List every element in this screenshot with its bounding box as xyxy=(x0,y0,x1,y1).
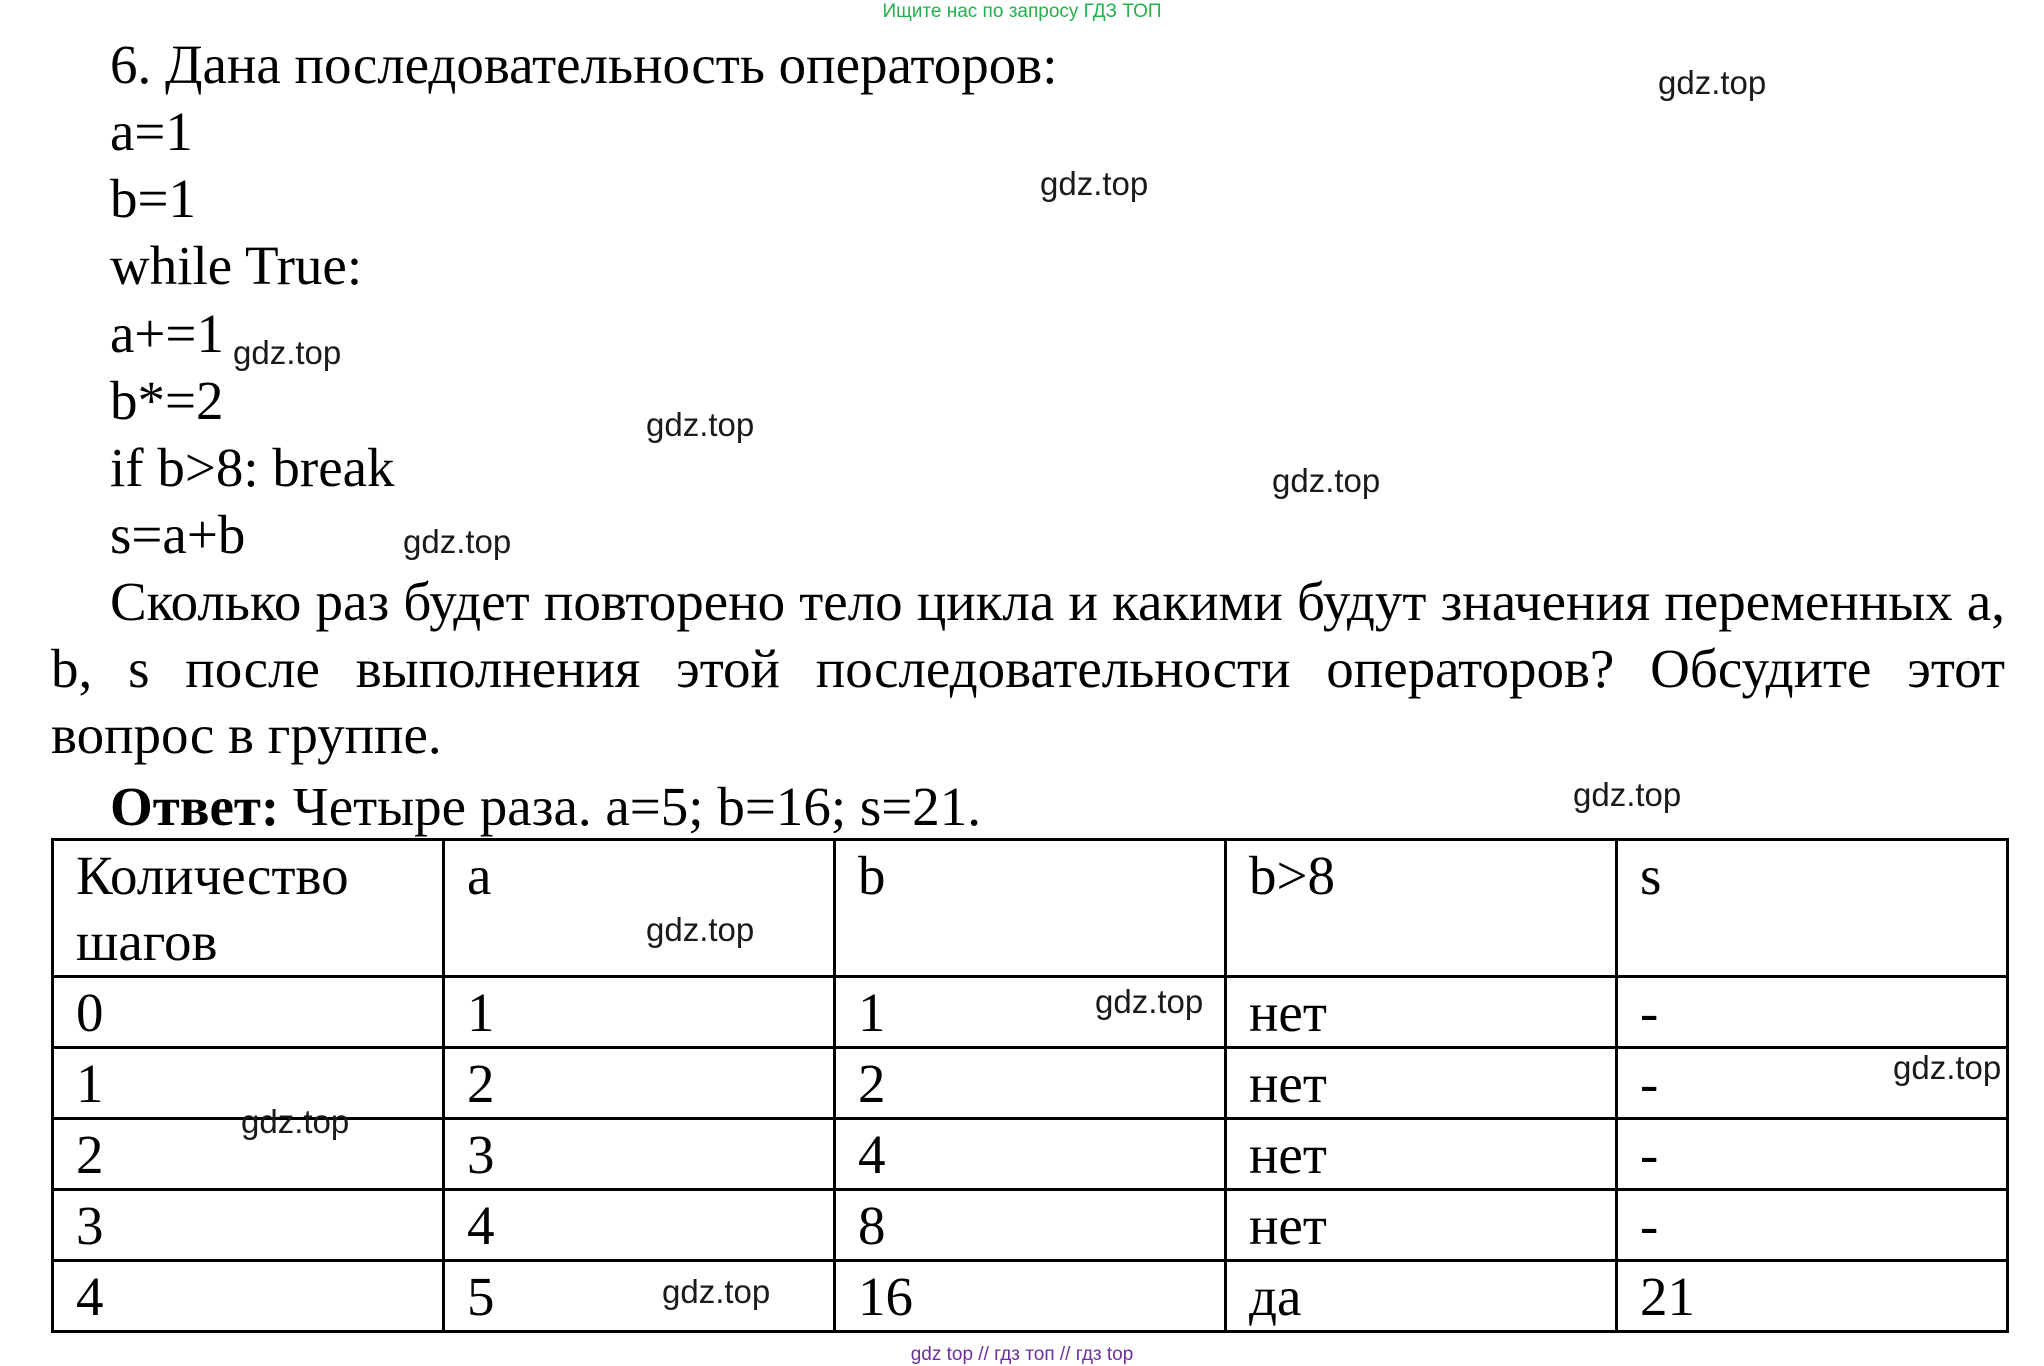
watermark: gdz.top xyxy=(1573,776,1682,813)
bottom-banner[interactable]: gdz top // гдз топ // гдз top xyxy=(910,1344,1134,1365)
cell-s: - xyxy=(1617,977,2008,1048)
watermark: gdz.top xyxy=(1272,462,1381,499)
watermark: gdz.top xyxy=(646,406,755,443)
table-header-row xyxy=(53,840,2008,977)
table-row xyxy=(53,1190,2008,1261)
cell-b: 16 xyxy=(835,1261,1226,1332)
cell-b-gt-8: нет xyxy=(1226,1190,1617,1261)
watermark: gdz.top xyxy=(1095,983,1204,1020)
cell-steps: 4 xyxy=(53,1261,444,1332)
cell-steps: 3 xyxy=(53,1190,444,1261)
cell-a: 4 xyxy=(444,1190,835,1261)
cell-b-gt-8: да xyxy=(1226,1261,1617,1332)
cell-b: 2 xyxy=(835,1048,1226,1119)
header-s: s xyxy=(1617,840,2008,977)
answer-line xyxy=(110,774,981,840)
steps-table xyxy=(51,838,2009,1333)
header-a: a xyxy=(444,840,835,977)
cell-steps: 1 xyxy=(53,1048,444,1119)
cell-b: 8 xyxy=(835,1190,1226,1261)
watermark: gdz.top xyxy=(1658,64,1767,101)
cell-s: - xyxy=(1617,1190,2008,1261)
header-steps: Количество шагов xyxy=(53,840,444,977)
cell-a: 2 xyxy=(444,1048,835,1119)
watermark: gdz.top xyxy=(1040,165,1149,202)
question-paragraph xyxy=(51,569,2005,769)
code-line-3: while True: xyxy=(110,235,363,296)
cell-a: 5 xyxy=(444,1261,835,1332)
code-line-1: a=1 xyxy=(110,101,193,162)
code-line-5: b*=2 xyxy=(110,370,224,431)
table-row xyxy=(53,1261,2008,1332)
task-heading: 6. Дана последовательность операторов: xyxy=(110,34,1058,95)
cell-s: 21 xyxy=(1617,1261,2008,1332)
watermark: gdz.top xyxy=(233,334,342,371)
table-row xyxy=(53,977,2008,1048)
cell-steps: 0 xyxy=(53,977,444,1048)
answer-text: Четыре раза. a=5; b=16; s=21. xyxy=(279,776,982,837)
cell-s: - xyxy=(1617,1119,2008,1190)
cell-b: 1 xyxy=(835,977,1226,1048)
watermark: gdz.top xyxy=(241,1103,350,1140)
answer-label: Ответ: xyxy=(110,776,280,837)
code-line-6: if b>8: break xyxy=(110,437,395,498)
cell-b-gt-8: нет xyxy=(1226,1048,1617,1119)
header-b: b xyxy=(835,840,1226,977)
cell-b-gt-8: нет xyxy=(1226,1119,1617,1190)
cell-b: 4 xyxy=(835,1119,1226,1190)
cell-b-gt-8: нет xyxy=(1226,977,1617,1048)
watermark: gdz.top xyxy=(1893,1049,2002,1086)
watermark: gdz.top xyxy=(662,1273,771,1310)
cell-a: 3 xyxy=(444,1119,835,1190)
header-b-gt-8: b>8 xyxy=(1226,840,1617,977)
code-line-7: s=a+b xyxy=(110,504,246,565)
watermark: gdz.top xyxy=(403,523,512,560)
cell-steps: 2 xyxy=(53,1119,444,1190)
question-text: Сколько раз будет повторено тело цикла и какими будут значения переменных a, b, s после выполнения этой последовательности операторов? Обсудите этот вопрос в группе. xyxy=(51,571,2005,765)
watermark: gdz.top xyxy=(646,911,755,948)
cell-s: - xyxy=(1617,1048,2008,1119)
cell-a: 1 xyxy=(444,977,835,1048)
code-line-2: b=1 xyxy=(110,168,197,229)
code-line-4: a+=1 xyxy=(110,303,224,364)
top-banner[interactable]: Ищите нас по запросу ГДЗ ТОП xyxy=(882,1,1162,22)
